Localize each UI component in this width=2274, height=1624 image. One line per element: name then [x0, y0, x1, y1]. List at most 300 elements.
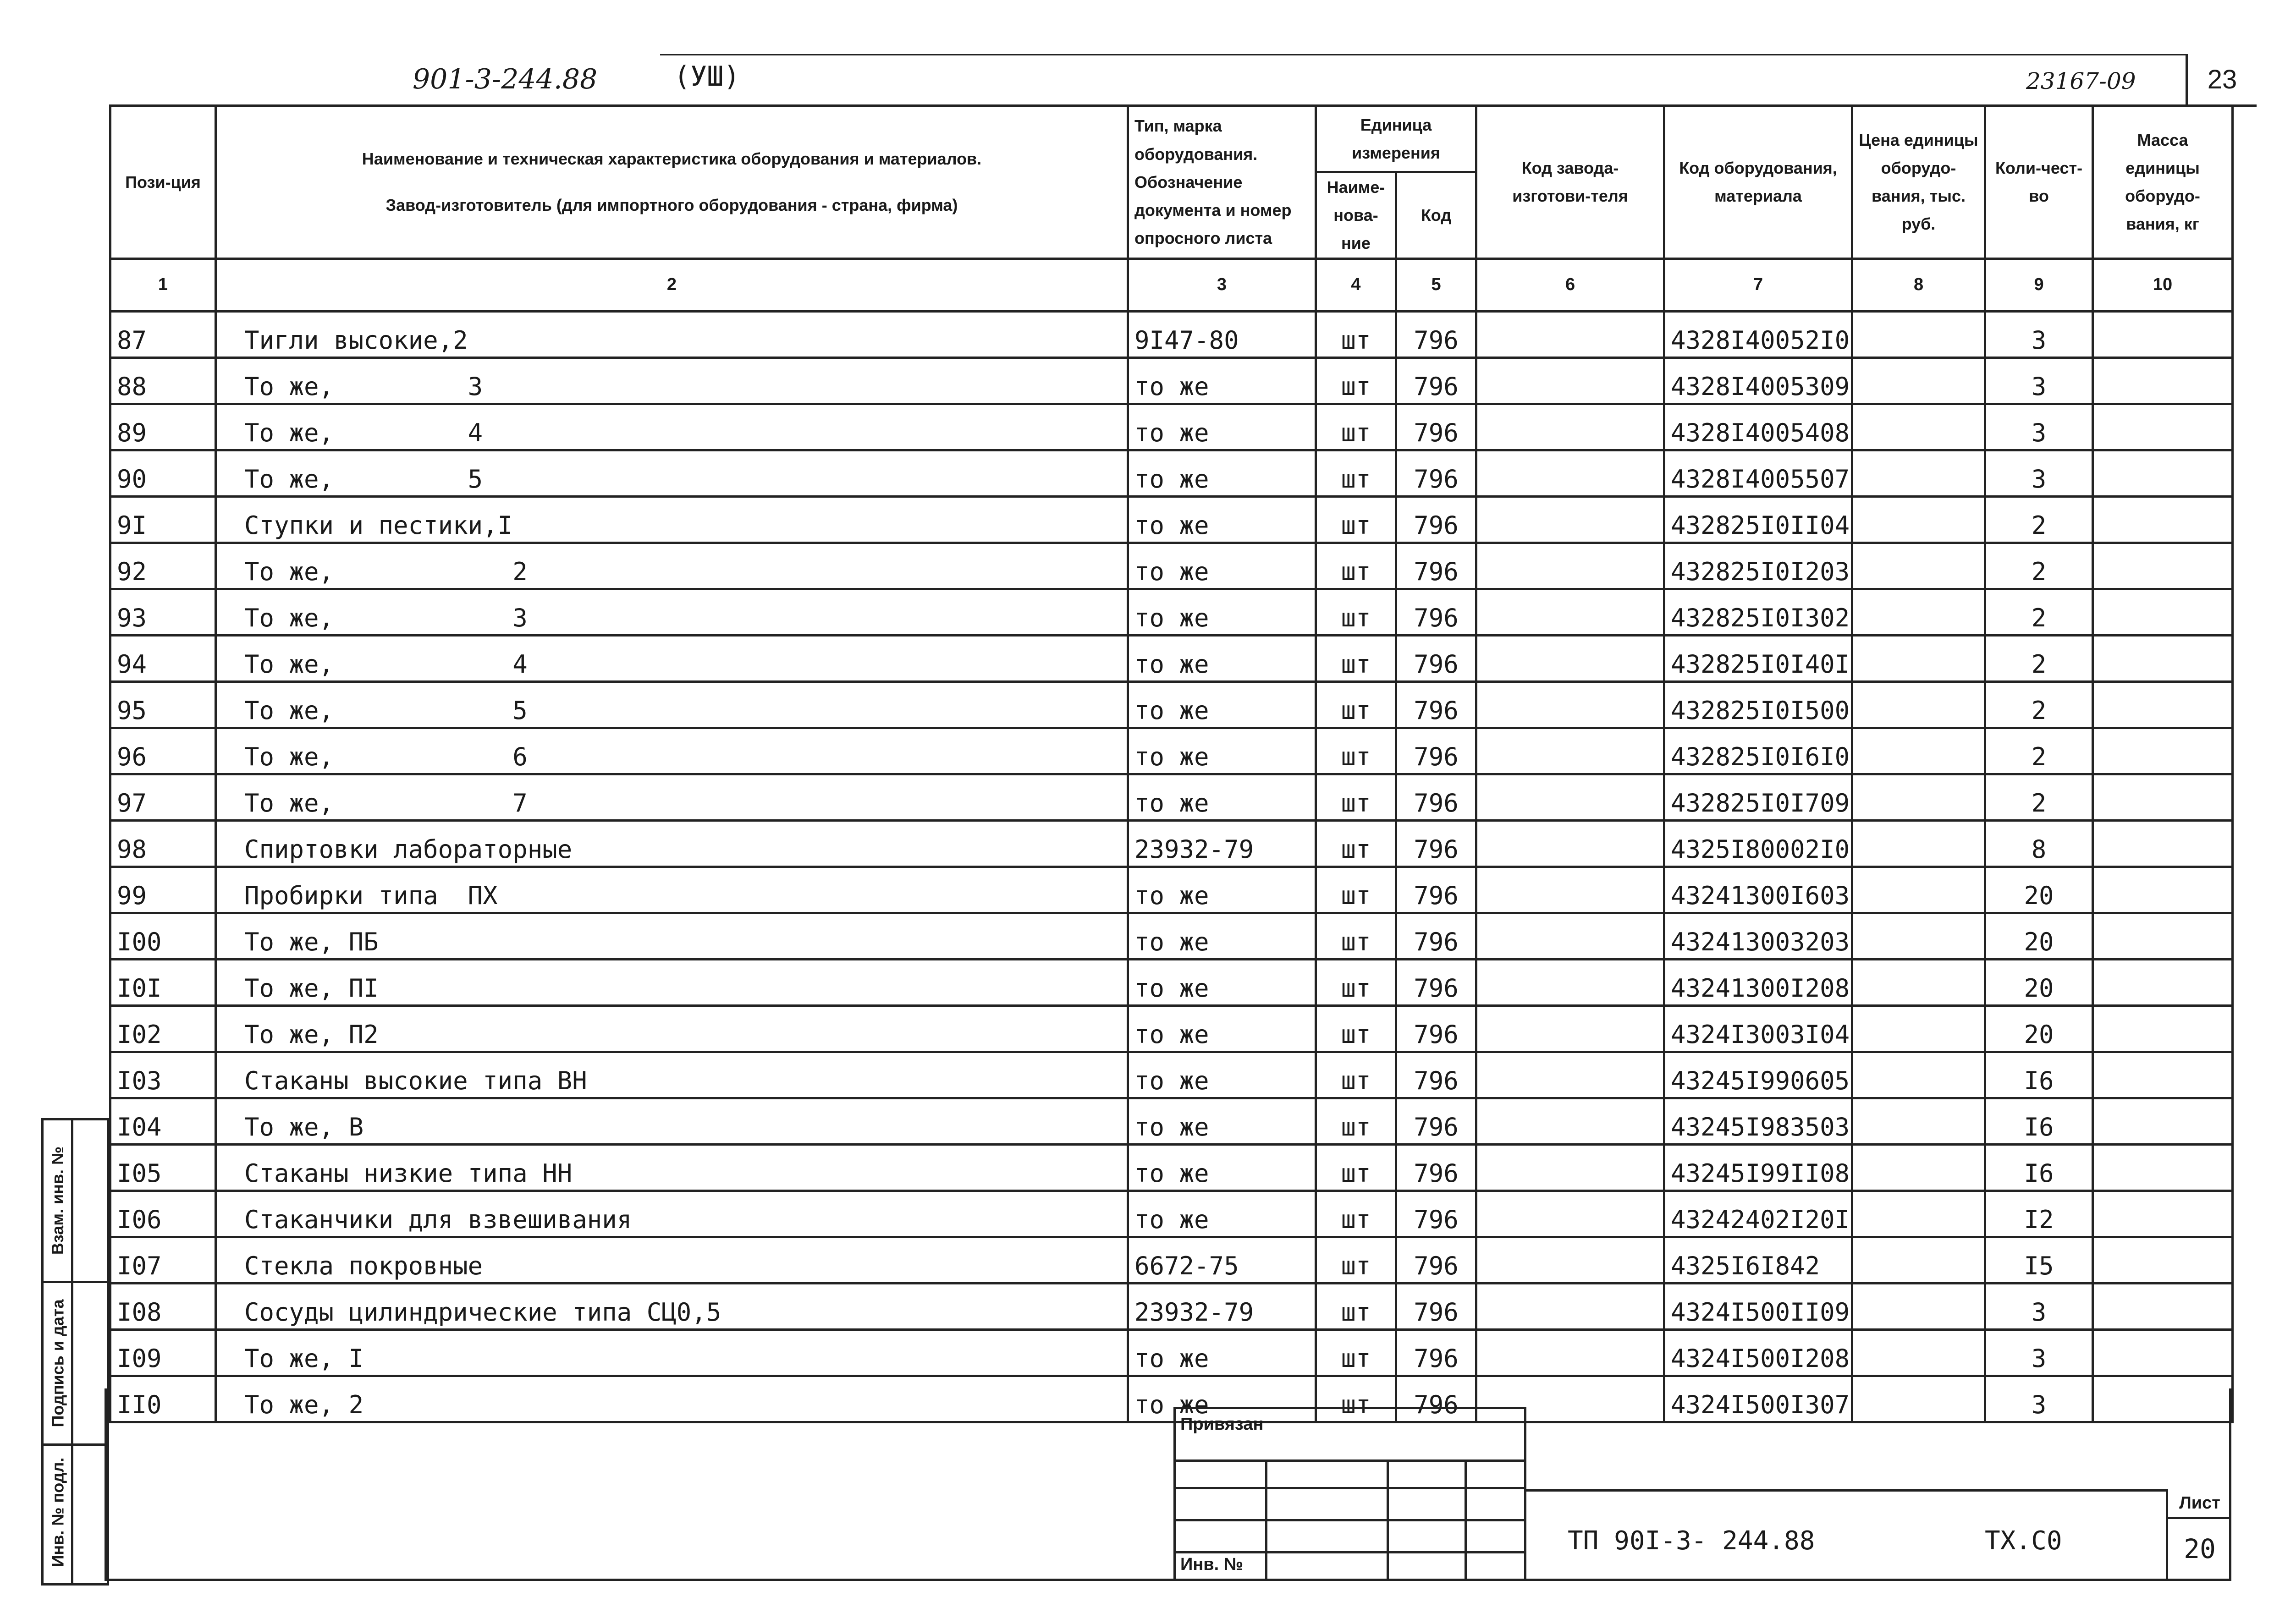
row-factory-code: [1476, 635, 1664, 681]
row-mass: [2093, 1098, 2233, 1144]
row-name: То же, П2: [216, 1005, 1128, 1052]
header-qty: Коли-чест-во: [1985, 106, 2093, 259]
linked-label: Привязан: [1180, 1415, 1264, 1434]
table-row: [110, 1283, 2233, 1329]
specification-body: [110, 311, 2233, 1422]
row-pos: I07: [110, 1237, 216, 1283]
table-row: [110, 1191, 2233, 1237]
row-name: Ступки и пестики,I: [216, 496, 1128, 543]
row-mass: [2093, 913, 2233, 959]
row-unit-code: 796: [1396, 311, 1476, 357]
binding-podpis-label: Подпись и дата: [48, 1299, 67, 1427]
row-mass: [2093, 357, 2233, 404]
row-factory-code: [1476, 681, 1664, 728]
row-equip-code: 432825I0II04: [1664, 496, 1852, 543]
table-row: [110, 820, 2233, 867]
row-type: то же: [1128, 1376, 1316, 1422]
row-price: [1852, 1191, 1985, 1237]
row-unit: шт: [1316, 959, 1396, 1005]
row-type: то же: [1128, 1052, 1316, 1098]
row-pos: I02: [110, 1005, 216, 1052]
row-unit-code: 796: [1396, 774, 1476, 820]
row-unit-code: 796: [1396, 1329, 1476, 1376]
linked-vrule-1: [1265, 1459, 1267, 1579]
row-unit: шт: [1316, 913, 1396, 959]
table-row: [110, 357, 2233, 404]
row-equip-code: 432825I0I302: [1664, 589, 1852, 635]
row-unit: шт: [1316, 450, 1396, 496]
tp-code: ТП 90I-3- 244.88: [1568, 1526, 1815, 1556]
row-equip-code: 432825I0I203: [1664, 543, 1852, 589]
row-type: то же: [1128, 1098, 1316, 1144]
row-unit: шт: [1316, 728, 1396, 774]
table-row: [110, 913, 2233, 959]
row-unit-code: 796: [1396, 913, 1476, 959]
row-mass: [2093, 450, 2233, 496]
row-unit-code: 796: [1396, 1237, 1476, 1283]
row-mass: [2093, 1329, 2233, 1376]
row-name: То же, 3: [216, 589, 1128, 635]
row-type: то же: [1128, 1329, 1316, 1376]
colnum-6: 6: [1476, 258, 1664, 311]
colnum-7: 7: [1664, 258, 1852, 311]
row-pos: 9I: [110, 496, 216, 543]
row-unit-code: 796: [1396, 1098, 1476, 1144]
row-type: то же: [1128, 543, 1316, 589]
row-unit-code: 796: [1396, 1376, 1476, 1422]
row-price: [1852, 450, 1985, 496]
row-name: То же, 2: [216, 543, 1128, 589]
row-mass: [2093, 404, 2233, 450]
row-factory-code: [1476, 404, 1664, 450]
table-row: [110, 450, 2233, 496]
row-equip-code: 4324I3003I04: [1664, 1005, 1852, 1052]
row-mass: [2093, 1005, 2233, 1052]
row-name: Стаканы низкие типа НН: [216, 1144, 1128, 1191]
row-factory-code: [1476, 589, 1664, 635]
row-unit-code: 796: [1396, 450, 1476, 496]
row-unit: шт: [1316, 496, 1396, 543]
row-pos: 94: [110, 635, 216, 681]
row-mass: [2093, 1191, 2233, 1237]
row-equip-code: 432825I0I709: [1664, 774, 1852, 820]
row-mass: [2093, 820, 2233, 867]
header-unit-name: Наиме-нова-ние: [1316, 172, 1396, 259]
row-equip-code: 4328I40052I0: [1664, 311, 1852, 357]
row-equip-code: 43241300320З: [1664, 913, 1852, 959]
row-unit-code: 796: [1396, 357, 1476, 404]
row-unit: шт: [1316, 404, 1396, 450]
row-equip-code: 4325I6I842: [1664, 1237, 1852, 1283]
row-name: То же, I: [216, 1329, 1128, 1376]
row-equip-code: 4325I80002I0: [1664, 820, 1852, 867]
row-qty: 3: [1985, 450, 2093, 496]
row-price: [1852, 1144, 1985, 1191]
row-unit: шт: [1316, 357, 1396, 404]
row-qty: 2: [1985, 635, 2093, 681]
table-row: [110, 404, 2233, 450]
table-row: [110, 774, 2233, 820]
row-mass: [2093, 1283, 2233, 1329]
colnum-4: 4: [1316, 258, 1396, 311]
row-equip-code: 4328I4005408: [1664, 404, 1852, 450]
row-mass: [2093, 681, 2233, 728]
row-equip-code: 432825I0I40I: [1664, 635, 1852, 681]
row-unit: шт: [1316, 774, 1396, 820]
row-qty: 3: [1985, 1376, 2093, 1422]
row-price: [1852, 867, 1985, 913]
footer-frame: [105, 1388, 2231, 1581]
row-type: то же: [1128, 681, 1316, 728]
row-price: [1852, 496, 1985, 543]
row-equip-code: 4328I4005507: [1664, 450, 1852, 496]
row-unit-code: 796: [1396, 404, 1476, 450]
row-pos: 99: [110, 867, 216, 913]
row-factory-code: [1476, 1098, 1664, 1144]
row-pos: I04: [110, 1098, 216, 1144]
row-name: Стаканы высокие типа ВН: [216, 1052, 1128, 1098]
row-pos: 98: [110, 820, 216, 867]
row-mass: [2093, 635, 2233, 681]
row-name: То же, ПI: [216, 959, 1128, 1005]
row-type: то же: [1128, 635, 1316, 681]
row-pos: I00: [110, 913, 216, 959]
row-unit-code: 796: [1396, 496, 1476, 543]
row-unit-code: 796: [1396, 1052, 1476, 1098]
row-qty: I6: [1985, 1052, 2093, 1098]
top-rule: [660, 54, 2186, 55]
row-price: [1852, 728, 1985, 774]
row-price: [1852, 1329, 1985, 1376]
header-factory-code: Код завода-изготови-теля: [1476, 106, 1664, 259]
header-mass: Масса единицы оборудо-вания, кг: [2093, 106, 2233, 259]
binding-cell-vzam: [44, 1120, 107, 1283]
row-unit: шт: [1316, 1237, 1396, 1283]
header-price: Цена единицы оборудо-вания, тыс. руб.: [1852, 106, 1985, 259]
linked-rule-3: [1176, 1519, 1524, 1521]
table-row: [110, 1237, 2233, 1283]
row-pos: I03: [110, 1052, 216, 1098]
header-equip-code: Код оборудования, материала: [1664, 106, 1852, 259]
row-name: То же, ПБ: [216, 913, 1128, 959]
row-name: То же, 3: [216, 357, 1128, 404]
row-factory-code: [1476, 959, 1664, 1005]
row-pos: 88: [110, 357, 216, 404]
row-unit: шт: [1316, 1283, 1396, 1329]
header-unit: Единица измерения: [1316, 106, 1476, 172]
row-name: Стекла покровные: [216, 1237, 1128, 1283]
row-factory-code: [1476, 774, 1664, 820]
row-pos: I0I: [110, 959, 216, 1005]
row-factory-code: [1476, 1144, 1664, 1191]
linked-block: [1173, 1407, 1526, 1581]
row-mass: [2093, 728, 2233, 774]
header-unit-code: Код: [1396, 172, 1476, 259]
row-factory-code: [1476, 311, 1664, 357]
header-type: Тип, марка оборудования. Обозначение документа и номер опросного листа: [1128, 106, 1316, 259]
row-pos: 96: [110, 728, 216, 774]
row-pos: I05: [110, 1144, 216, 1191]
colnum-8: 8: [1852, 258, 1985, 311]
row-unit: шт: [1316, 1329, 1396, 1376]
row-price: [1852, 774, 1985, 820]
row-unit: шт: [1316, 867, 1396, 913]
row-price: [1852, 357, 1985, 404]
row-qty: I2: [1985, 1191, 2093, 1237]
row-name: Спиртовки лабораторные: [216, 820, 1128, 867]
table-row: [110, 543, 2233, 589]
header-row: [110, 106, 2233, 172]
row-qty: 2: [1985, 589, 2093, 635]
row-unit-code: 796: [1396, 1144, 1476, 1191]
table-row: [110, 1144, 2233, 1191]
row-qty: 3: [1985, 357, 2093, 404]
row-pos: 89: [110, 404, 216, 450]
row-mass: [2093, 1052, 2233, 1098]
binding-cell-podpis: [44, 1283, 107, 1446]
row-price: [1852, 311, 1985, 357]
row-unit: шт: [1316, 820, 1396, 867]
row-qty: I5: [1985, 1237, 2093, 1283]
row-type: то же: [1128, 450, 1316, 496]
row-unit-code: 796: [1396, 867, 1476, 913]
row-mass: [2093, 959, 2233, 1005]
row-price: [1852, 589, 1985, 635]
row-type: то же: [1128, 357, 1316, 404]
row-pos: 93: [110, 589, 216, 635]
row-equip-code: 43241300I603: [1664, 867, 1852, 913]
linked-vrule-3: [1465, 1459, 1467, 1579]
table-row: [110, 728, 2233, 774]
row-type: то же: [1128, 496, 1316, 543]
row-factory-code: [1476, 1191, 1664, 1237]
row-factory-code: [1476, 728, 1664, 774]
row-type: 9I47-80: [1128, 311, 1316, 357]
row-qty: 2: [1985, 774, 2093, 820]
row-unit-code: 796: [1396, 820, 1476, 867]
row-mass: [2093, 496, 2233, 543]
row-name: Стаканчики для взвешивания: [216, 1191, 1128, 1237]
row-factory-code: [1476, 1052, 1664, 1098]
row-equip-code: 43241300I208: [1664, 959, 1852, 1005]
row-qty: 20: [1985, 959, 2093, 1005]
row-equip-code: 43245I99II08: [1664, 1144, 1852, 1191]
row-pos: 92: [110, 543, 216, 589]
row-qty: 20: [1985, 913, 2093, 959]
row-unit: шт: [1316, 311, 1396, 357]
row-name: То же, 7: [216, 774, 1128, 820]
table-row: [110, 635, 2233, 681]
row-equip-code: 43245I983503: [1664, 1098, 1852, 1144]
row-unit: шт: [1316, 543, 1396, 589]
row-factory-code: [1476, 357, 1664, 404]
row-type: 23932-79: [1128, 1283, 1316, 1329]
row-price: [1852, 820, 1985, 867]
row-equip-code: 4328I4005309: [1664, 357, 1852, 404]
row-factory-code: [1476, 450, 1664, 496]
doc-note: (УШ): [674, 60, 740, 93]
row-type: то же: [1128, 959, 1316, 1005]
row-factory-code: [1476, 496, 1664, 543]
table-row: [110, 1052, 2233, 1098]
row-name: То же, 5: [216, 450, 1128, 496]
tx-code: ТХ.С0: [1985, 1526, 2062, 1556]
row-unit: шт: [1316, 1005, 1396, 1052]
doc-code: 901-3-244.88: [413, 63, 598, 95]
binding-cell-inv: [44, 1446, 107, 1579]
linked-rule-1: [1176, 1459, 1524, 1462]
row-unit: шт: [1316, 1052, 1396, 1098]
row-qty: I6: [1985, 1098, 2093, 1144]
header-name-line1: Наименование и техническая характеристика оборудования и материалов.: [362, 149, 982, 169]
row-type: 6672-75: [1128, 1237, 1316, 1283]
row-qty: 20: [1985, 867, 2093, 913]
row-qty: 3: [1985, 1283, 2093, 1329]
row-qty: 2: [1985, 728, 2093, 774]
row-type: то же: [1128, 1144, 1316, 1191]
row-price: [1852, 1052, 1985, 1098]
row-factory-code: [1476, 913, 1664, 959]
table-row: [110, 589, 2233, 635]
row-unit-code: 796: [1396, 681, 1476, 728]
linked-rule-2: [1176, 1487, 1524, 1489]
row-qty: I6: [1985, 1144, 2093, 1191]
row-type: то же: [1128, 867, 1316, 913]
row-equip-code: 432825I0I6I0: [1664, 728, 1852, 774]
row-price: [1852, 1005, 1985, 1052]
linked-rule-4: [1176, 1551, 1524, 1553]
table-row: [110, 867, 2233, 913]
row-unit: шт: [1316, 1098, 1396, 1144]
row-qty: 3: [1985, 404, 2093, 450]
row-unit-code: 796: [1396, 728, 1476, 774]
row-unit: шт: [1316, 681, 1396, 728]
row-price: [1852, 1237, 1985, 1283]
row-pos: 95: [110, 681, 216, 728]
row-unit-code: 796: [1396, 589, 1476, 635]
row-name: То же, 6: [216, 728, 1128, 774]
specification-table: [109, 104, 2234, 1423]
row-mass: [2093, 1144, 2233, 1191]
row-type: то же: [1128, 404, 1316, 450]
row-type: то же: [1128, 774, 1316, 820]
row-unit-code: 796: [1396, 959, 1476, 1005]
row-price: [1852, 1283, 1985, 1329]
row-qty: 2: [1985, 543, 2093, 589]
row-mass: [2093, 543, 2233, 589]
row-unit-code: 796: [1396, 1283, 1476, 1329]
row-type: то же: [1128, 913, 1316, 959]
row-type: то же: [1128, 1005, 1316, 1052]
row-mass: [2093, 589, 2233, 635]
row-factory-code: [1476, 543, 1664, 589]
binding-inv-label: Инв. № подл.: [48, 1457, 67, 1567]
row-name: То же, В: [216, 1098, 1128, 1144]
colnum-9: 9: [1985, 258, 2093, 311]
title-block-rule: [1526, 1489, 2166, 1492]
row-mass: [2093, 774, 2233, 820]
row-price: [1852, 681, 1985, 728]
row-factory-code: [1476, 1329, 1664, 1376]
row-equip-code: 4324I500I307: [1664, 1376, 1852, 1422]
row-mass: [2093, 311, 2233, 357]
row-equip-code: 4324I500I208: [1664, 1329, 1852, 1376]
colnum-3: 3: [1128, 258, 1316, 311]
colnum-5: 5: [1396, 258, 1476, 311]
row-price: [1852, 913, 1985, 959]
sheet-number-top: 23: [2186, 54, 2257, 107]
column-number-row: [110, 258, 2233, 311]
row-qty: 3: [1985, 311, 2093, 357]
colnum-10: 10: [2093, 258, 2233, 311]
row-type: 23932-79: [1128, 820, 1316, 867]
row-name: Пробирки типа ПХ: [216, 867, 1128, 913]
binding-vzam-label: Взам. инв. №: [48, 1146, 67, 1255]
row-unit-code: 796: [1396, 543, 1476, 589]
header-name: [216, 106, 1128, 259]
row-qty: 2: [1985, 681, 2093, 728]
row-equip-code: 4324I500II09: [1664, 1283, 1852, 1329]
row-qty: 8: [1985, 820, 2093, 867]
row-pos: I09: [110, 1329, 216, 1376]
header-name-line2: Завод-изготовитель (для импортного оборудования - страна, фирма): [385, 196, 958, 215]
row-type: то же: [1128, 1191, 1316, 1237]
row-price: [1852, 543, 1985, 589]
row-type: то же: [1128, 728, 1316, 774]
row-name: То же, 4: [216, 404, 1128, 450]
row-pos: 97: [110, 774, 216, 820]
row-qty: 3: [1985, 1329, 2093, 1376]
archive-code: 23167-09: [2026, 68, 2136, 94]
linked-vrule-2: [1387, 1459, 1389, 1579]
table-row: [110, 1329, 2233, 1376]
row-price: [1852, 959, 1985, 1005]
colnum-1: 1: [110, 258, 216, 311]
table-row: [110, 311, 2233, 357]
row-unit: шт: [1316, 1376, 1396, 1422]
table-row: [110, 1005, 2233, 1052]
row-mass: [2093, 1237, 2233, 1283]
row-pos: 90: [110, 450, 216, 496]
row-factory-code: [1476, 1005, 1664, 1052]
row-qty: 2: [1985, 496, 2093, 543]
row-equip-code: 43245I990605: [1664, 1052, 1852, 1098]
row-unit-code: 796: [1396, 1005, 1476, 1052]
colnum-2: 2: [216, 258, 1128, 311]
row-unit-code: 796: [1396, 635, 1476, 681]
row-type: то же: [1128, 589, 1316, 635]
row-pos: II0: [110, 1376, 216, 1422]
header-pos: Пози-ция: [110, 106, 216, 259]
table-row: [110, 496, 2233, 543]
row-factory-code: [1476, 867, 1664, 913]
row-mass: [2093, 867, 2233, 913]
row-price: [1852, 404, 1985, 450]
row-name: То же, 5: [216, 681, 1128, 728]
row-factory-code: [1476, 1237, 1664, 1283]
table-row: [110, 1098, 2233, 1144]
row-equip-code: 43242402I20I: [1664, 1191, 1852, 1237]
row-pos: I06: [110, 1191, 216, 1237]
table-row: [110, 959, 2233, 1005]
row-unit: шт: [1316, 589, 1396, 635]
sheet-box: [2166, 1489, 2231, 1581]
binding-strip: [41, 1118, 109, 1586]
row-unit: шт: [1316, 1144, 1396, 1191]
row-name: Тигли высокие,2: [216, 311, 1128, 357]
sheet-number: 20: [2184, 1533, 2216, 1564]
row-price: [1852, 1098, 1985, 1144]
